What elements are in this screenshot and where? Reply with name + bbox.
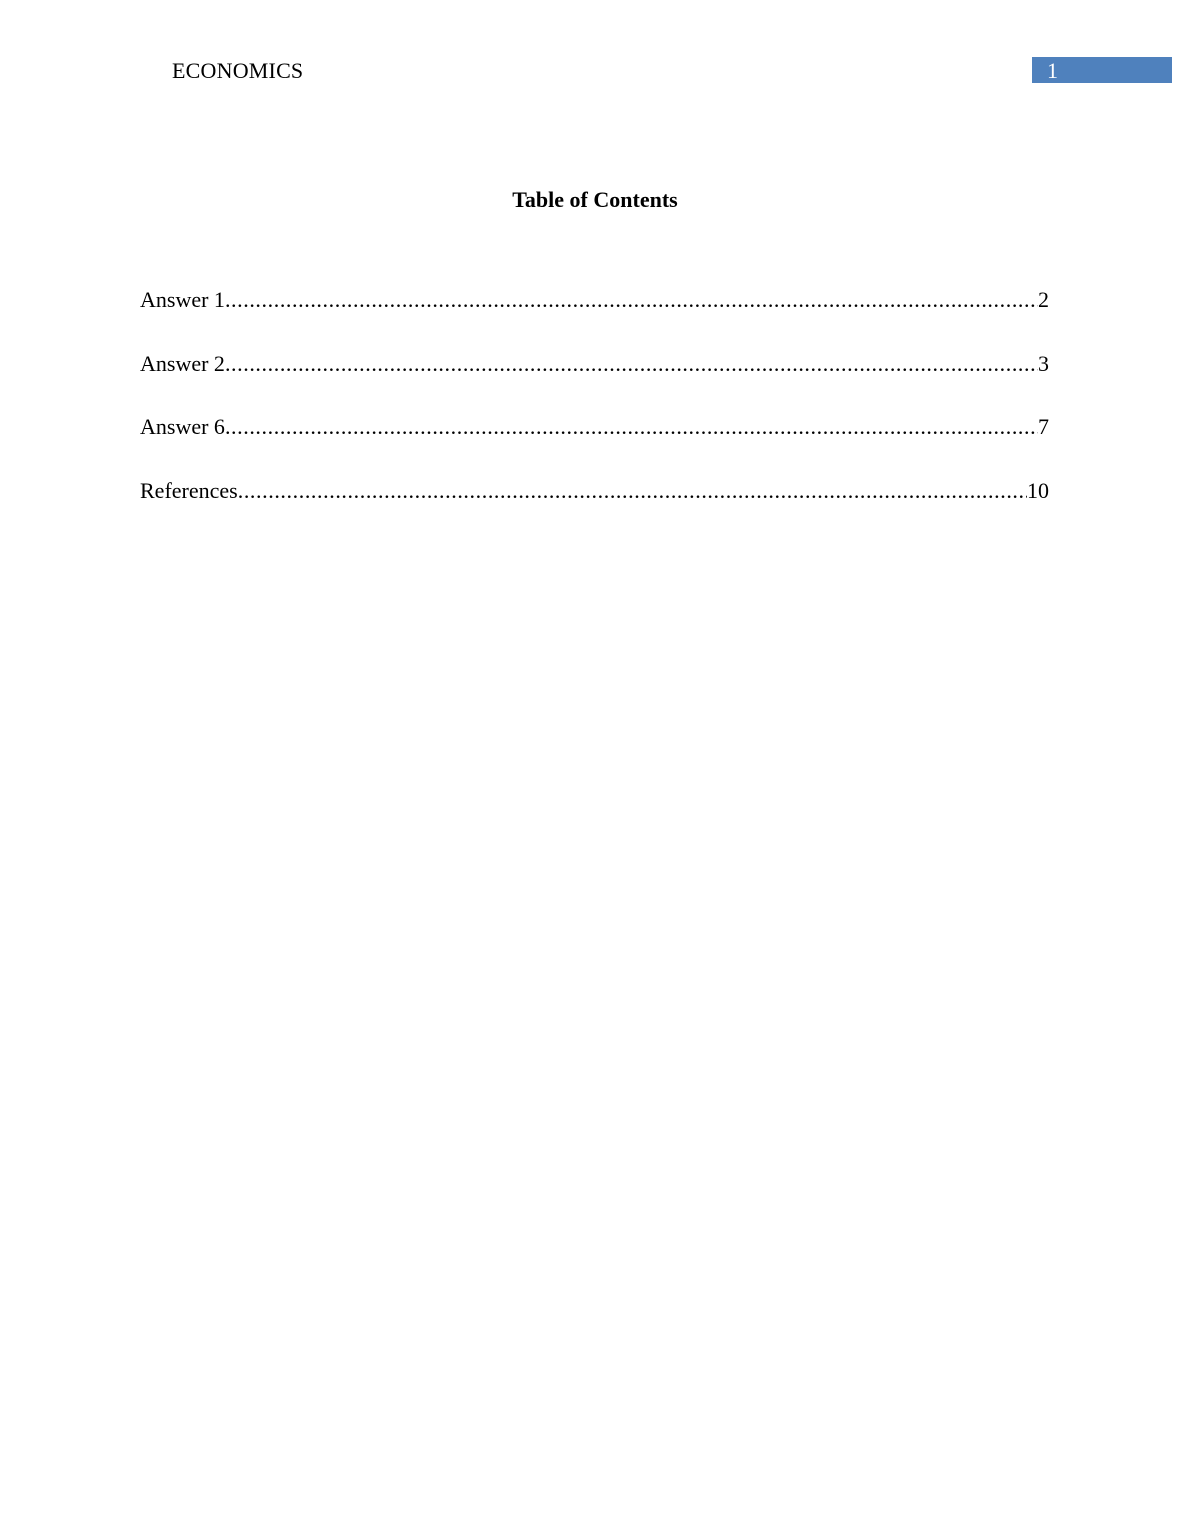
toc-entry-label: Answer 2 — [140, 350, 225, 376]
toc-entry-label: Answer 1 — [140, 287, 225, 312]
toc-list — [140, 286, 1049, 540]
dot-leader — [238, 477, 1027, 505]
toc-title: Table of Contents — [512, 187, 678, 212]
page-number-badge — [1032, 57, 1172, 83]
dot-leader — [225, 286, 1038, 314]
toc-entry-page: 3 — [1038, 350, 1049, 376]
toc-entry-page: 10 — [1027, 477, 1049, 503]
toc-entry-label: Answer 6 — [140, 414, 225, 439]
toc-entry-answer-1[interactable] — [140, 286, 1049, 350]
toc-entry-page: 7 — [1038, 414, 1049, 439]
toc-entry-answer-6[interactable] — [140, 413, 1049, 477]
page-number: 1 — [1047, 58, 1058, 83]
dot-leader — [225, 413, 1038, 441]
page-header — [0, 0, 1190, 100]
toc-entry-references[interactable] — [140, 477, 1049, 541]
toc-entry-label: References — [140, 477, 238, 503]
toc-entry-page: 2 — [1038, 287, 1049, 312]
running-head: ECONOMICS — [172, 58, 304, 83]
dot-leader — [225, 350, 1038, 378]
toc-entry-answer-2[interactable] — [140, 350, 1049, 414]
